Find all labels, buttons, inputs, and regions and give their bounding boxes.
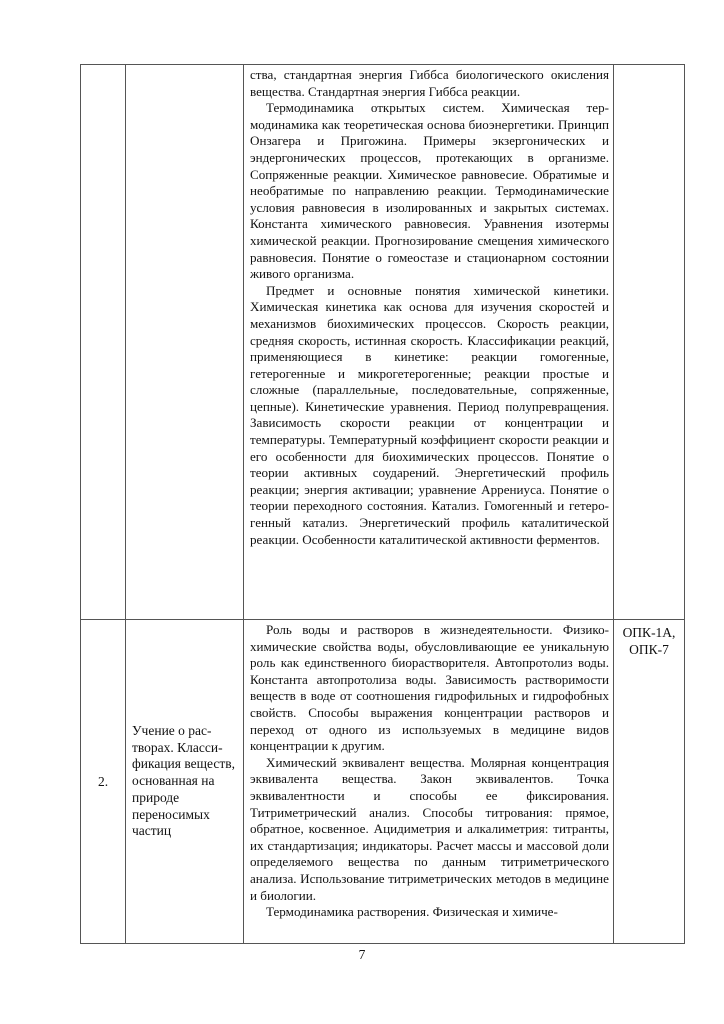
topic-cell [126, 65, 244, 620]
topic-cell: Учение о растворах. Классификация веществ, основанная на природе переносимых частиц [126, 620, 244, 944]
content-cell [244, 620, 614, 944]
row-number-cell: 2. [81, 620, 126, 944]
content-paragraph: ства, стандартная энергия Гиббса биологического окисления вещества. Стандартная энергия Гиббса реакции. [250, 67, 609, 99]
table-row [81, 620, 685, 944]
content-paragraph: Термодинамика растворения. Физическая и химиче- [266, 904, 558, 920]
page-number: 7 [358, 947, 366, 962]
content-cell [244, 65, 614, 620]
content-paragraph: Роль воды и растворов в жизнедеятельности. Физико-химические свойства воды, обусловливающие ее уникальную роль как единственного биорастворителя. Автопротолиз воды. Константа автопротолиза воды. Зависимость растворимости веществ в воде от соотношения гидрофильных и гидрофобных свойств. Способы выражения концентрации растворов и переход от одного из используемых в медицине видов концентрации к другим. [250, 622, 609, 754]
competence-cell: ОПК-1А, ОПК-7 [614, 620, 685, 944]
content-paragraph: Предмет и основные понятия химической кинетики. Химическая кинетика как основа для изучения скоростей и механизмов биохимических процессов. Скорость реакции, средняя скорость, истинная скорость. Классификации реакций, применяющиеся в кинетике: реакции гомогенные, гетерогенные и микрогетерогенные; реакции простые и сложные (параллельные, последовательные, сопряженные, цепные). Кинетические уравнения. Период полупревращения. Зависимость скорости реакции от концентрации и температуры. Температурный коэффициент скорости реакции и его особенности для биохимических процессов. Понятие о теории активных соударений. Энергетический профиль реакции; энергия активации; уравнение Аррениуса. Понятие о теории переходного состояния. Катализ. Гомогенный и гетерогенный катализ. Энергетический профиль каталитической реакции. Особенности каталитической активности ферментов. [250, 282, 609, 547]
table-row [81, 65, 685, 620]
curriculum-table [80, 64, 685, 944]
content-paragraph: Термодинамика открытых систем. Химическая термодинамика как теоретическая основа биоэнергетики. Принцип Онзагера и Пригожина. Примеры экзергонических и эндергонических процессов, протекающих в организме. Сопряженные реакции. Химическое равновесие. Обратимые и необратимые по направлению реакции. Термодинамические условия равновесия в изолированных и закрытых системах. Константа химического равновесия. Уравнения изотермы химической реакции. Прогнозирование смещения химического равновесия. Понятие о гомеостазе и стационарном состоянии живого организма. [250, 100, 609, 282]
content-paragraph: Химический эквивалент вещества. Молярная концентрация эквивалента вещества. Закон эквивалентов. Точка эквивалентности и способы ее фиксирования. Титриметрический анализ. Способы титрования: прямое, обратное, косвенное. Ацидиметрия и алкалиметрия: титранты, их стандартизация; индикаторы. Расчет массы и массовой доли определяемого вещества по данным титриметрического анализа. Использование титриметрических методов в медицине и биологии. [250, 754, 609, 903]
competence-cell [614, 65, 685, 620]
row-number-cell [81, 65, 126, 620]
